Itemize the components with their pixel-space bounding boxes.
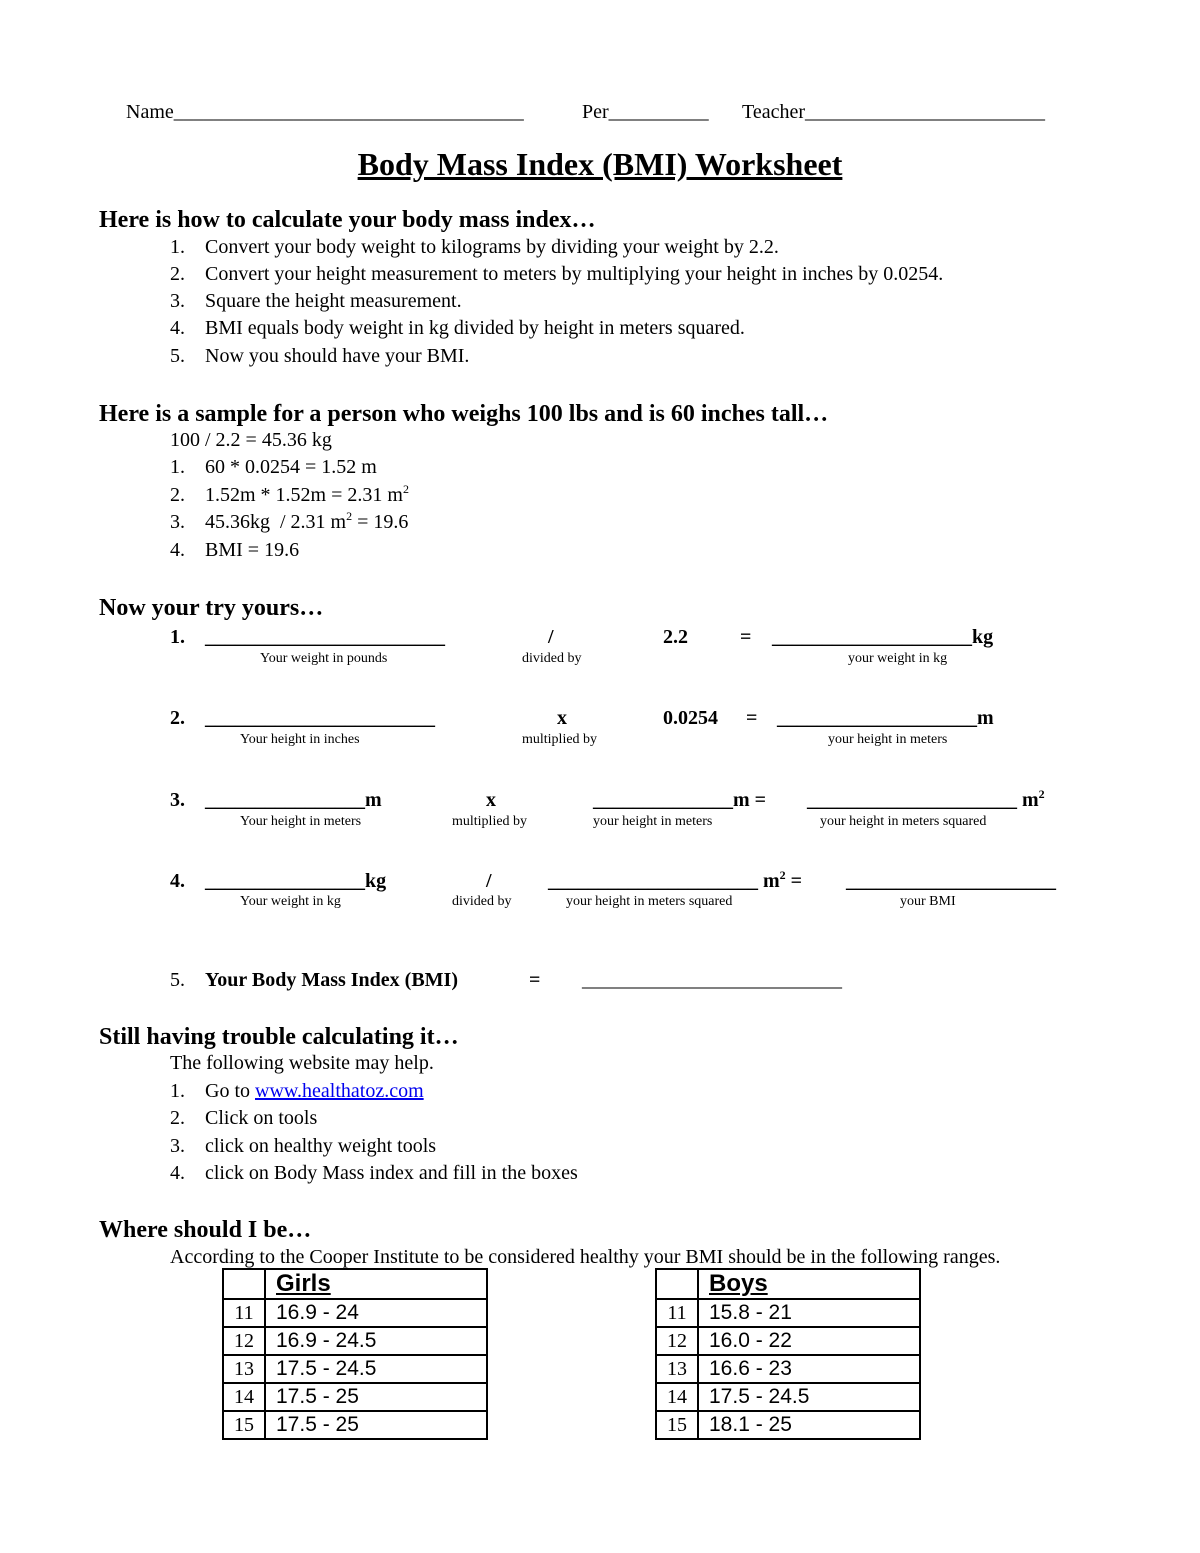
caption-divided-by: divided by (522, 651, 582, 666)
caption-height-squared: your height in meters squared (566, 894, 733, 909)
help-step-4: click on Body Mass index and fill in the boxes (205, 1162, 578, 1184)
caption-multiplied-by: multiplied by (522, 732, 598, 747)
caption-multiplied-by: multiplied by (452, 814, 528, 829)
try-num-4: 4. (170, 870, 185, 892)
height-meters-blank-a[interactable]: ________________m (205, 789, 382, 811)
equals-sign: = (740, 626, 752, 648)
height-squared-blank[interactable] (807, 787, 1045, 811)
page-title: Body Mass Index (BMI) Worksheet (357, 146, 843, 182)
caption-divided-by: divided by (452, 894, 512, 909)
height-meters-blank-b[interactable]: ______________m = (593, 789, 767, 811)
caption-your-bmi: your BMI (900, 894, 956, 909)
how-to-heading: Here is how to calculate your body mass index… (99, 207, 596, 233)
try-num-2: 2. (170, 707, 185, 729)
caption-weight-pounds: Your weight in pounds (260, 651, 388, 666)
height-squared-sup: 2 (1038, 787, 1045, 801)
sample-step-3-text-b: = 19.6 (352, 511, 409, 533)
range-cell: 17.5 - 25 (265, 1383, 487, 1411)
age-cell: 14 (656, 1383, 698, 1411)
how-to-num-1: 1. (170, 236, 185, 258)
table-row (223, 1411, 487, 1439)
age-cell: 11 (656, 1299, 698, 1327)
table-row (656, 1355, 920, 1383)
boys-title: Boys (698, 1269, 920, 1299)
how-to-step-5: Now you should have your BMI. (205, 345, 470, 367)
sample-step-2 (205, 482, 409, 506)
sample-step-3 (205, 509, 409, 533)
sample-step-3-sup: 2 (346, 509, 353, 523)
range-cell: 16.9 - 24.5 (265, 1327, 487, 1355)
weight-pounds-blank[interactable]: ________________________ (205, 626, 445, 648)
table-row (223, 1383, 487, 1411)
name-field[interactable]: Name___________________________________ (126, 101, 524, 123)
bmi-label: Your Body Mass Index (BMI) (205, 969, 458, 991)
height-squared-blank-b-text: _____________________ m (548, 870, 780, 892)
final-bmi-blank[interactable]: __________________________ (582, 969, 842, 991)
range-cell: 16.6 - 23 (698, 1355, 920, 1383)
range-cell: 16.9 - 24 (265, 1299, 487, 1327)
help-step-1 (205, 1081, 424, 1101)
sample-heading: Here is a sample for a person who weighs 100 lbs and is 60 inches tall… (99, 401, 829, 427)
weight-kg-blank[interactable]: ____________________kg (772, 626, 994, 648)
sample-intro: 100 / 2.2 = 45.36 kg (170, 429, 332, 451)
age-cell: 12 (656, 1327, 698, 1355)
caption-height-meters: your height in meters (828, 732, 948, 747)
table-cell (656, 1269, 698, 1299)
table-row (223, 1299, 487, 1327)
table-row (656, 1383, 920, 1411)
age-cell: 12 (223, 1327, 265, 1355)
height-squared-b-sup: 2 (779, 868, 786, 882)
equals-sign: = (746, 707, 758, 729)
help-heading: Still having trouble calculating it… (99, 1024, 459, 1050)
age-cell: 13 (656, 1355, 698, 1383)
table-row (223, 1327, 487, 1355)
height-squared-blank-b[interactable] (548, 868, 803, 892)
how-to-num-4: 4. (170, 317, 185, 339)
caption-height-inches: Your height in inches (240, 732, 360, 747)
how-to-step-4: BMI equals body weight in kg divided by height in meters squared. (205, 317, 745, 339)
teacher-field[interactable]: Teacher________________________ (742, 101, 1045, 123)
height-meters-blank[interactable]: ____________________m (777, 707, 994, 729)
ranges-intro: According to the Cooper Institute to be considered healthy your BMI should be in the following ranges. (170, 1246, 1001, 1268)
range-cell: 17.5 - 24.5 (265, 1355, 487, 1383)
help-num-4: 4. (170, 1162, 185, 1184)
multiply-operator: x (486, 789, 496, 811)
table-row (656, 1327, 920, 1355)
age-cell: 15 (656, 1411, 698, 1439)
equals-sign: = (785, 870, 803, 892)
table-header-row (223, 1269, 487, 1299)
girls-table (222, 1268, 488, 1440)
range-cell: 17.5 - 24.5 (698, 1383, 920, 1411)
height-inches-blank[interactable]: _______________________ (205, 707, 435, 729)
try-num-1: 1. (170, 626, 185, 648)
healthatoz-link[interactable]: www.healthatoz.com (255, 1080, 424, 1102)
caption-height-meters-b: your height in meters (593, 814, 713, 829)
help-num-2: 2. (170, 1107, 185, 1129)
bmi-result-blank[interactable]: _____________________ (846, 870, 1056, 892)
how-to-num-5: 5. (170, 345, 185, 367)
how-to-num-2: 2. (170, 263, 185, 285)
sample-num-4: 4. (170, 539, 185, 561)
how-to-step-2: Convert your height measurement to meters by multiplying your height in inches by 0.0254. (205, 263, 944, 285)
table-header-row (656, 1269, 920, 1299)
caption-height-meters-a: Your height in meters (240, 814, 362, 829)
help-intro: The following website may help. (170, 1052, 434, 1074)
help-step-2: Click on tools (205, 1107, 318, 1129)
help-num-1: 1. (170, 1080, 185, 1102)
try-num-3: 3. (170, 789, 185, 811)
how-to-step-1: Convert your body weight to kilograms by dividing your weight by 2.2. (205, 236, 779, 258)
try-num-5: 5. (170, 969, 185, 991)
sample-num-3: 3. (170, 511, 185, 533)
equals-sign: = (529, 969, 541, 991)
age-cell: 14 (223, 1383, 265, 1411)
age-cell: 13 (223, 1355, 265, 1383)
table-row (656, 1411, 920, 1439)
table-cell (223, 1269, 265, 1299)
sample-num-2: 2. (170, 484, 185, 506)
how-to-step-3: Square the height measurement. (205, 290, 462, 312)
divide-operator: / (486, 870, 492, 892)
range-cell: 18.1 - 25 (698, 1411, 920, 1439)
girls-title: Girls (265, 1269, 487, 1299)
age-cell: 11 (223, 1299, 265, 1327)
caption-height-squared: your height in meters squared (820, 814, 987, 829)
table-row (656, 1299, 920, 1327)
divide-operator: / (548, 626, 554, 648)
sample-step-2-text: 1.52m * 1.52m = 2.31 m (205, 484, 403, 506)
boys-table (655, 1268, 921, 1440)
sample-step-2-sup: 2 (402, 482, 409, 496)
height-squared-blank-text: _____________________ m (807, 789, 1039, 811)
ranges-heading: Where should I be… (99, 1217, 312, 1243)
age-cell: 15 (223, 1411, 265, 1439)
range-cell: 17.5 - 25 (265, 1411, 487, 1439)
weight-kg-blank-b[interactable]: ________________kg (205, 870, 387, 892)
period-field[interactable]: Per__________ (582, 101, 709, 123)
help-step-1-prefix: Go to (205, 1080, 255, 1102)
constant-0-0254: 0.0254 (663, 707, 718, 729)
range-cell: 16.0 - 22 (698, 1327, 920, 1355)
help-num-3: 3. (170, 1135, 185, 1157)
try-heading: Now your try yours… (99, 595, 324, 621)
constant-2-2: 2.2 (663, 626, 688, 648)
sample-step-3-text-a: 45.36kg / 2.31 m (205, 511, 347, 533)
help-step-3: click on healthy weight tools (205, 1135, 437, 1157)
sample-step-4: BMI = 19.6 (205, 539, 300, 561)
sample-step-1: 60 * 0.0254 = 1.52 m (205, 456, 377, 478)
multiply-operator: x (557, 707, 567, 729)
range-cell: 15.8 - 21 (698, 1299, 920, 1327)
caption-weight-kg: Your weight in kg (240, 894, 341, 909)
caption-weight-kg: your weight in kg (848, 651, 948, 666)
table-row (223, 1355, 487, 1383)
sample-num-1: 1. (170, 456, 185, 478)
how-to-num-3: 3. (170, 290, 185, 312)
